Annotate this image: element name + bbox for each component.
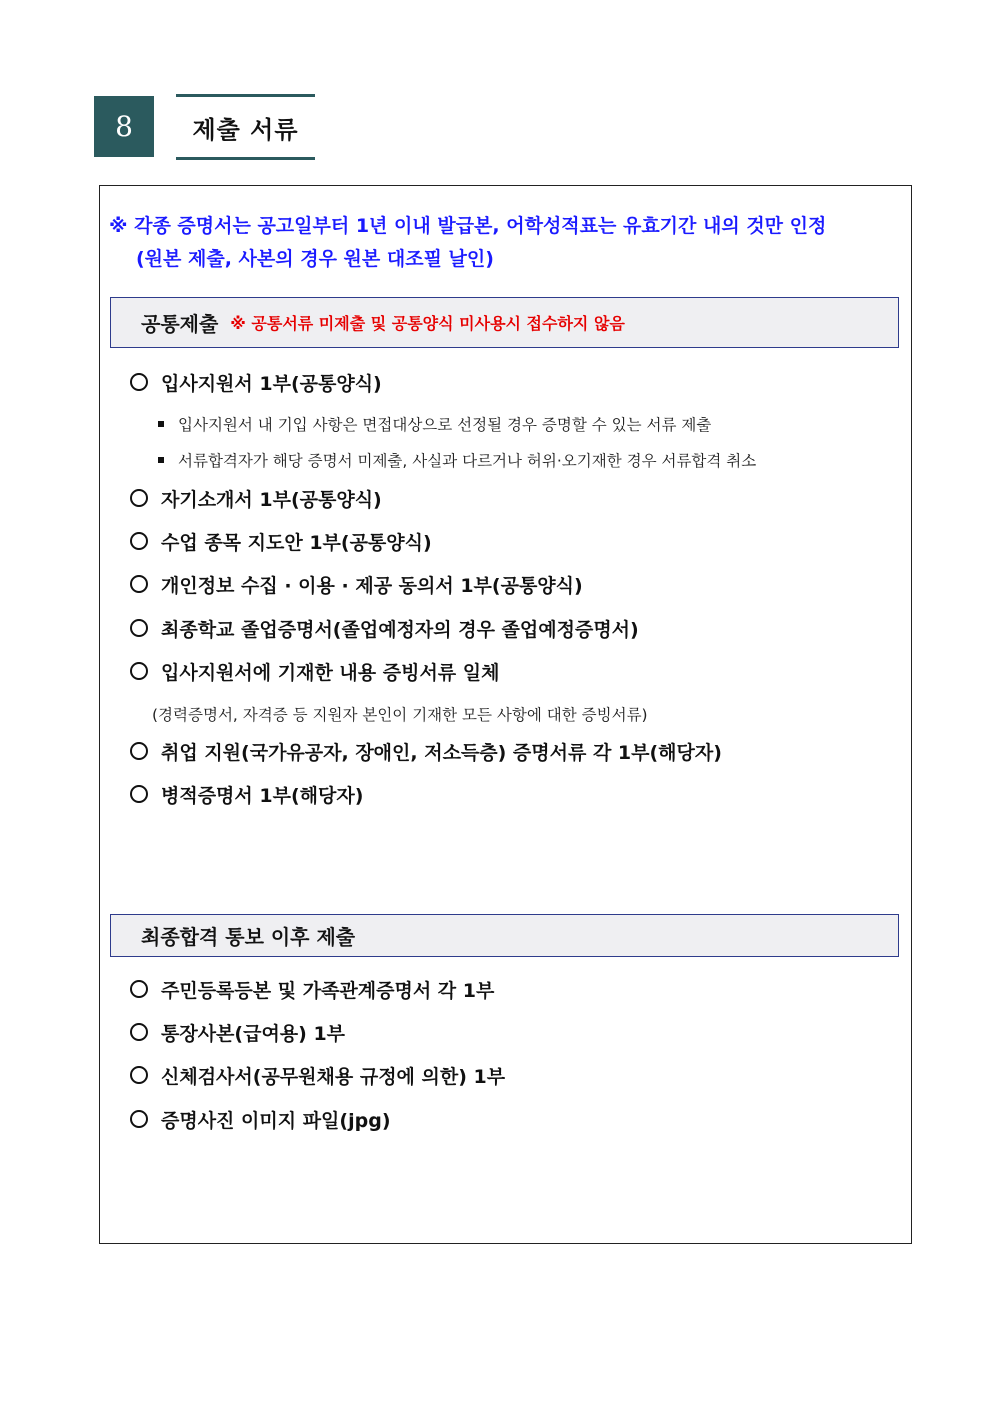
common-header-bar xyxy=(110,297,899,348)
section-title: 제출 서류 xyxy=(192,115,299,144)
common-header-label: 공통제출 xyxy=(141,312,219,336)
list-item xyxy=(130,615,639,642)
sub-bullet-text: 서류합격자가 해당 증명서 미제출, 사실과 다르거나 허위·오기재한 경우 서류합격 취소 xyxy=(178,452,757,470)
section-title-frame xyxy=(176,94,315,160)
notice-line-1: ※ 각종 증명서는 공고일부터 1년 이내 발급본, 어학성적표는 유효기간 내의 것만 인정 xyxy=(109,215,827,237)
list-item-text: 수업 종목 지도안 1부(공통양식) xyxy=(161,532,432,554)
list-item-text: 신체검사서(공무원채용 규정에 의한) 1부 xyxy=(161,1066,506,1088)
list-item xyxy=(130,976,494,1003)
notice-line-2: (원본 제출, 사본의 경우 원본 대조필 날인) xyxy=(136,248,494,270)
circle-bullet-icon xyxy=(130,1066,148,1084)
list-item-text: 입사지원서에 기재한 내용 증빙서류 일체 xyxy=(161,662,500,684)
section-number: 8 xyxy=(94,96,154,157)
list-item xyxy=(130,369,382,396)
list-item-text: 증명사진 이미지 파일(jpg) xyxy=(161,1110,391,1132)
list-item-text: 입사지원서 1부(공통양식) xyxy=(161,373,382,395)
circle-bullet-icon xyxy=(130,785,148,803)
list-item xyxy=(130,738,722,765)
list-item-text: 병적증명서 1부(해당자) xyxy=(161,785,364,807)
list-item xyxy=(130,1106,391,1133)
circle-bullet-icon xyxy=(130,1110,148,1128)
list-item-text: 자기소개서 1부(공통양식) xyxy=(161,489,382,511)
list-item-text: 통장사본(급여용) 1부 xyxy=(161,1023,346,1045)
circle-bullet-icon xyxy=(130,980,148,998)
list-item xyxy=(130,528,432,555)
circle-bullet-icon xyxy=(130,619,148,637)
circle-bullet-icon xyxy=(130,532,148,550)
sub-bullet xyxy=(158,449,756,471)
circle-bullet-icon xyxy=(130,662,148,680)
circle-bullet-icon xyxy=(130,1023,148,1041)
notice xyxy=(109,210,905,276)
list-item xyxy=(130,1062,505,1089)
list-item xyxy=(130,1019,345,1046)
sub-bullet-text: 입사지원서 내 기입 사항은 면접대상으로 선정될 경우 증명할 수 있는 서류 제출 xyxy=(178,416,712,434)
circle-bullet-icon xyxy=(130,373,148,391)
list-item-text: 주민등록등본 및 가족관계증명서 각 1부 xyxy=(161,980,495,1002)
final-header-bar xyxy=(110,914,899,957)
final-header-label: 최종합격 통보 이후 제출 xyxy=(141,925,356,949)
circle-bullet-icon xyxy=(130,489,148,507)
sub-bullet xyxy=(158,413,711,435)
circle-bullet-icon xyxy=(130,575,148,593)
evidence-note: (경력증명서, 자격증 등 지원자 본인이 기재한 모든 사항에 대한 증빙서류) xyxy=(152,706,648,724)
square-bullet-icon xyxy=(158,457,164,463)
list-item xyxy=(130,571,583,598)
list-item xyxy=(130,485,382,512)
square-bullet-icon xyxy=(158,421,164,427)
list-item xyxy=(130,658,499,685)
list-item-text: 개인정보 수집 · 이용 · 제공 동의서 1부(공통양식) xyxy=(161,575,583,597)
circle-bullet-icon xyxy=(130,742,148,760)
list-item-text: 최종학교 졸업증명서(졸업예정자의 경우 졸업예정증명서) xyxy=(161,619,639,641)
common-header-note: ※ 공통서류 미제출 및 공통양식 미사용시 접수하지 않음 xyxy=(230,314,625,333)
list-item xyxy=(130,781,363,808)
list-item-text: 취업 지원(국가유공자, 장애인, 저소득층) 증명서류 각 1부(해당자) xyxy=(161,742,722,764)
